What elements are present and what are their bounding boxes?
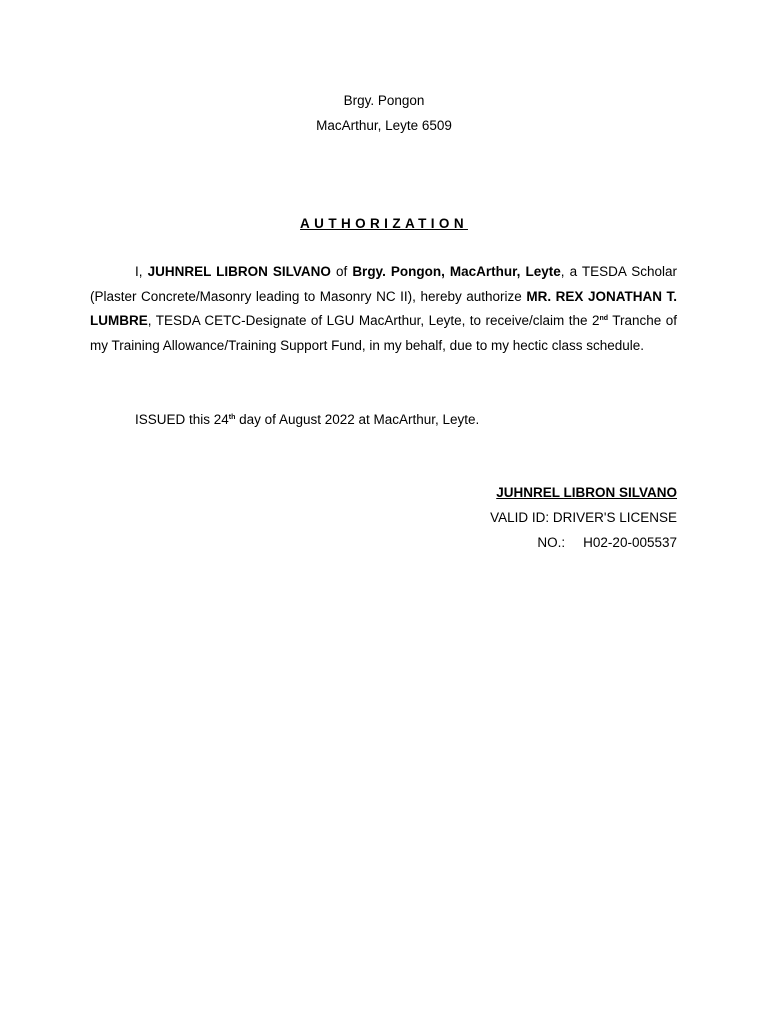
valid-id-line: VALID ID: DRIVER'S LICENSE (490, 510, 677, 525)
issued-post: day of August 2022 at MacArthur, Leyte. (235, 412, 480, 427)
issued-day-suffix: th (228, 414, 236, 421)
body-pre-name: I, (135, 264, 148, 279)
authorizer-location: Brgy. Pongon, MacArthur, Leyte (352, 264, 561, 279)
body-text-1: , a TESDA Scholar (Plaster Concrete/Masonry leading to Masonry NC II), hereby authorize (90, 264, 677, 304)
authorization-paragraph (90, 260, 677, 358)
issued-pre: ISSUED this 24 (135, 412, 229, 427)
id-number-label: NO.: (537, 535, 566, 550)
body-text-2: , TESDA CETC-Designate of LGU MacArthur, Leyte, to receive/claim the 2 (147, 313, 600, 328)
address-line-2: MacArthur, Leyte 6509 (316, 118, 452, 133)
signatory-name: JUHNREL LIBRON SILVANO (496, 485, 677, 500)
authorizer-name: JUHNREL LIBRON SILVANO (147, 264, 331, 279)
document-title: AUTHORIZATION (300, 216, 468, 231)
body-text-3: Tranche of my Training Allowance/Training Support Fund, in my behalf, due to my hectic class schedule. (90, 313, 677, 353)
id-number-value: H02-20-005537 (583, 535, 677, 550)
body-of: of (330, 264, 353, 279)
ordinal-suffix: nd (599, 315, 609, 322)
authorized-person-name: MR. REX JONATHAN T. LUMBRE (90, 288, 678, 328)
id-number-line (537, 535, 677, 550)
issued-statement (135, 412, 479, 427)
address-line-1: Brgy. Pongon (343, 93, 425, 108)
